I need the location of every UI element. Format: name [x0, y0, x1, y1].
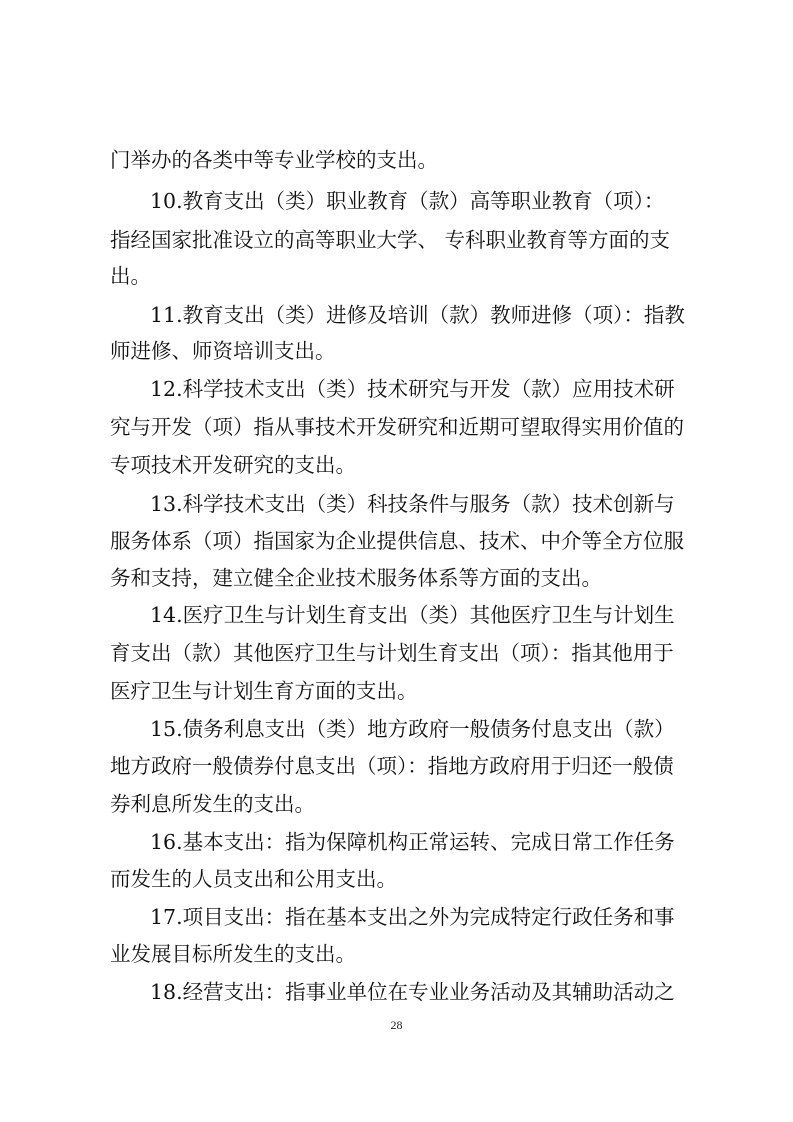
- text-line: 18.经营支出：指事业单位在专业业务活动及其辅助活动之: [150, 980, 675, 1004]
- text-line: 育支出（款）其他医疗卫生与计划生育支出（项）：指其他用于: [110, 641, 674, 665]
- text-line: 券利息所发生的支出。: [110, 792, 315, 816]
- text-line: 11.教育支出（类）进修及培训（款）教师进修（项）：指教: [150, 303, 685, 327]
- text-line: 16.基本支出：指为保障机构正常运转、完成日常工作任务: [150, 830, 675, 854]
- text-line: 专项技术开发研究的支出。: [110, 453, 356, 477]
- text-line: 12.科学技术支出（类）技术研究与开发（款）应用技术研: [150, 377, 675, 401]
- text-line: 师进修、师资培训支出。: [110, 339, 336, 363]
- text-line: 15.债务利息支出（类）地方政府一般债务付息支出（款）: [150, 717, 675, 741]
- text-line: 门举办的各类中等专业学校的支出。: [110, 148, 438, 172]
- page-number: 28: [390, 1018, 403, 1032]
- text-line: 10.教育支出（类）职业教育（款）高等职业教育（项）：: [150, 189, 665, 213]
- text-line: 究与开发（项）指从事技术开发研究和近期可望取得实用价值的: [110, 415, 684, 439]
- text-line: 17.项目支出：指在基本支出之外为完成特定行政任务和事: [150, 905, 675, 929]
- text-line: 出。: [110, 264, 151, 288]
- text-line: 服务体系（项）指国家为企业提供信息、技术、中介等全方位服: [110, 529, 684, 553]
- text-line: 务和支持，建立健全企业技术服务体系等方面的支出。: [110, 566, 602, 590]
- text-line: 医疗卫生与计划生育方面的支出。: [110, 679, 418, 703]
- text-line: 业发展目标所发生的支出。: [110, 942, 356, 966]
- text-line: 而发生的人员支出和公用支出。: [110, 867, 397, 891]
- text-line: 指经国家批准设立的高等职业大学、 专科职业教育等方面的支: [110, 228, 671, 252]
- text-line: 地方政府一般债券付息支出（项）：指地方政府用于归还一般债: [110, 754, 674, 778]
- text-line: 13.科学技术支出（类）科技条件与服务（款）技术创新与: [150, 492, 675, 516]
- text-line: 14.医疗卫生与计划生育支出（类）其他医疗卫生与计划生: [150, 603, 675, 627]
